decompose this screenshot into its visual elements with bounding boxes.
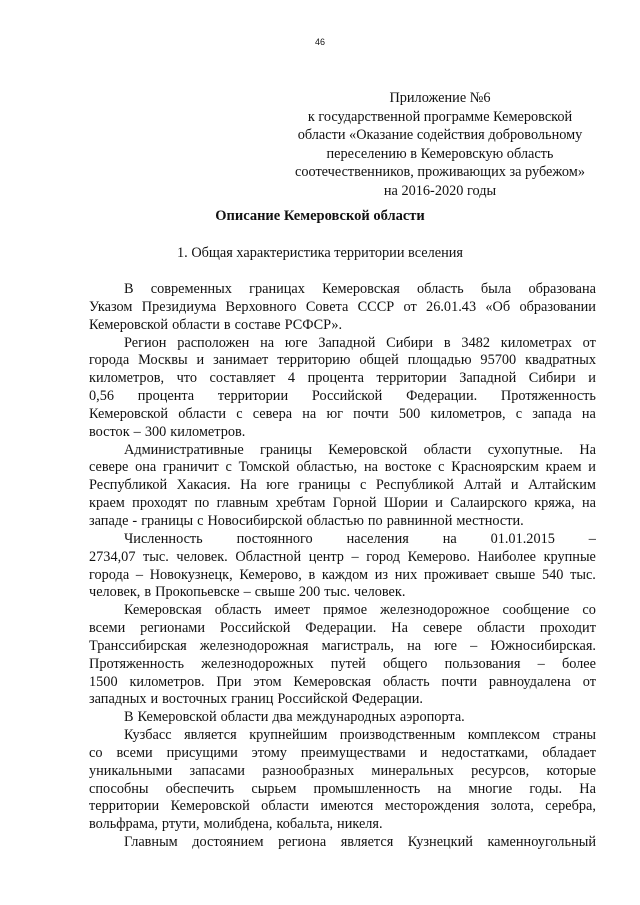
paragraph [89,531,596,602]
text-line: В Кемеровской области два международных аэропорта. [124,709,465,726]
paragraph [89,727,596,834]
text-line: западе - границы с Новосибирской областью по равнинной местности. [89,512,524,529]
text-line: восток – 300 километров. [89,423,246,440]
section-title: 1. Общая характеристика территории вселения [177,245,463,261]
text-line: способны обеспечить сырьем промышленность на многие годы. На [89,780,596,797]
text-line: Указом Президиума Верховного Совета СССР от 26.01.43 «Об образовании [89,298,596,315]
text-line: Транссибирская железнодорожная магистраль, на юге – Южносибирская. [89,637,596,654]
text-line: Кемеровская область имеет прямое железнодорожное сообщение со [124,602,596,619]
page-number: 46 [314,37,325,47]
text-line: краем проходят по главным хребтам Горной Шории и Салаирского кряжа, на [89,495,596,512]
paragraph [89,442,596,531]
text-line: всеми регионами Российской Федерации. На севере области проходит [89,620,596,637]
text-line: территории Кемеровской области имеются месторождения золота, серебра, [89,798,596,815]
text-line: Главным достоянием региона является Кузнецкий каменноугольный [124,834,596,851]
appendix-line: на 2016-2020 годы [383,182,497,199]
appendix-line: к государственной программе Кемеровской [307,108,573,125]
paragraph [89,834,596,852]
text-line: Численность постоянного населения на 01.01.2015 – [124,530,596,547]
text-line: 0,56 процента территории Российской Федерации. Протяженность [89,388,596,405]
appendix-header [270,89,610,201]
paragraph [89,281,596,335]
appendix-line: переселению в Кемеровскую область [326,145,554,162]
text-line: 1500 километров. При этом Кемеровская область почти равноудалена от [89,673,596,690]
text-line: километров, что составляет 4 процента территории Западной Сибири и [89,370,596,387]
text-line: Республикой Хакасия. На юге границы с Республикой Алтай и Алтайским [89,477,596,494]
text-line: Регион расположен на юге Западной Сибири в 3482 километрах от [124,334,596,351]
text-line: со всеми присущими этому преимуществами и недостатками, обладает [89,744,596,761]
text-line: западных и восточных границ Российской Федерации. [89,691,423,708]
text-line: Кузбасс является крупнейшим производственным комплексом страны [124,727,596,744]
body-text [89,281,596,852]
appendix-line: области «Оказание содействия добровольному [297,127,583,144]
text-line: Кемеровской области с севера на юг почти 500 километров, с запада на [89,405,596,422]
text-line: Кемеровской области в составе РСФСР». [89,316,343,333]
text-line: Административные границы Кемеровской области сухопутные. На [124,441,596,458]
text-line: вольфрама, ртути, молибдена, кобальта, никеля. [89,816,383,833]
text-line: 2734,07 тыс. человек. Областной центр – город Кемерово. Наиболее крупные [89,548,596,565]
text-line: уникальными запасами разнообразных минеральных ресурсов, которые [89,762,596,779]
text-line: человек, в Прокопьевске – свыше 200 тыс. человек. [89,584,406,601]
document-title: Описание Кемеровской области [215,208,425,224]
text-line: В современных границах Кемеровская область была образована [124,281,596,297]
appendix-line: соотечественников, проживающих за рубежом» [294,164,585,181]
text-line: севере она граничит с Томской областью, на востоке с Красноярским краем и [89,459,596,476]
paragraph [89,602,596,709]
appendix-line: Приложение №6 [389,90,491,106]
text-line: Протяженность железнодорожных путей общего пользования – более [89,655,596,672]
text-line: города – Новокузнецк, Кемерово, в каждом из них проживает свыше 540 тыс. [89,566,596,583]
text-line: города Москвы и занимает территорию общей площадью 95700 квадратных [89,352,596,369]
paragraph [89,335,596,442]
paragraph [89,709,596,727]
